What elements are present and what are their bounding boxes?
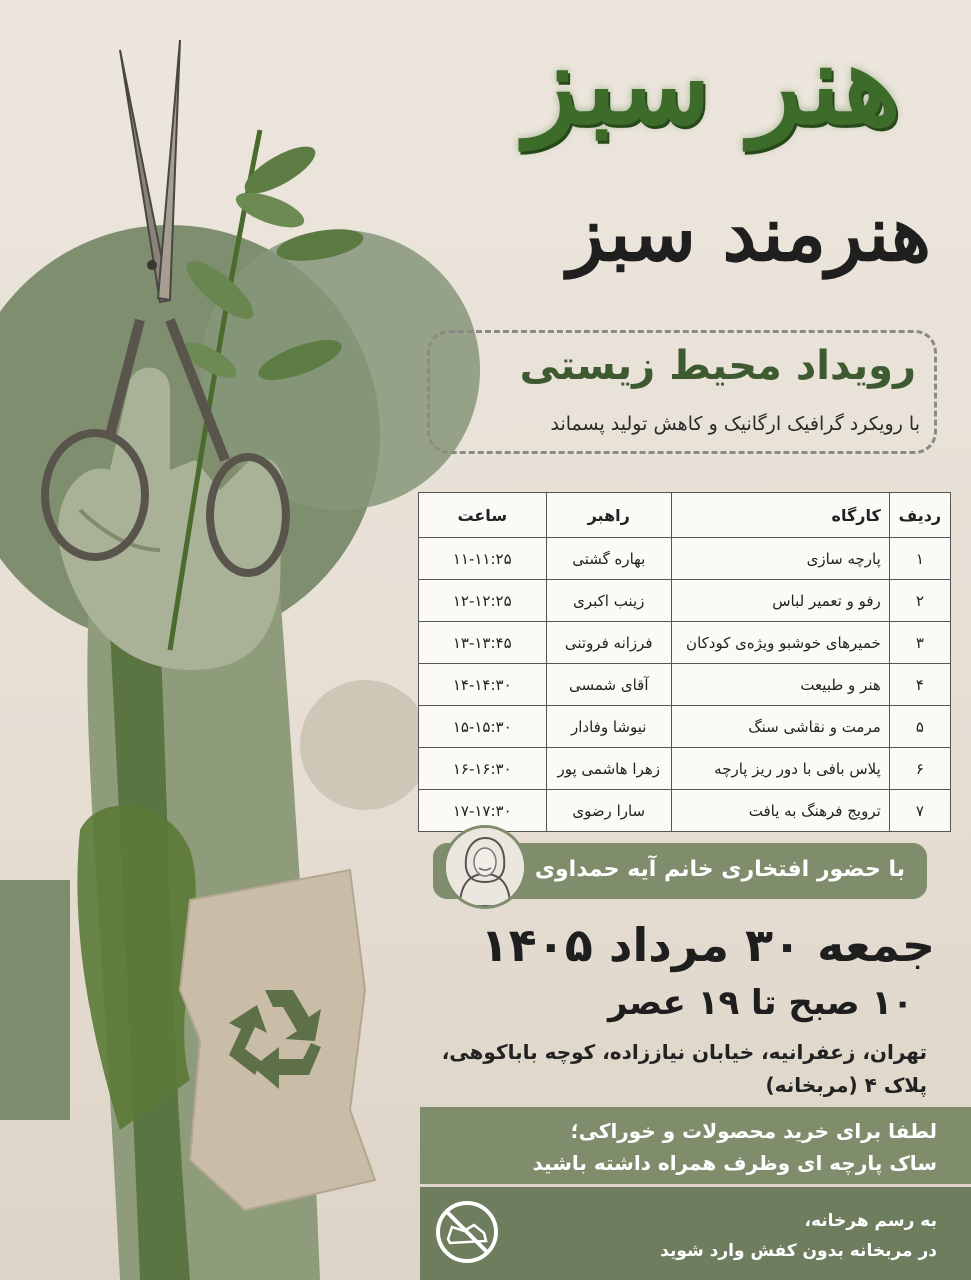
cell-time: ۱۶-۱۶:۳۰ bbox=[419, 748, 547, 790]
shoes-line1: به رسم هرخانه، bbox=[804, 1211, 937, 1231]
guest-portrait-icon bbox=[446, 828, 524, 906]
address-line2: پلاک ۴ (مربخانه) bbox=[765, 1073, 927, 1097]
cell-time: ۱۳-۱۳:۴۵ bbox=[419, 622, 547, 664]
schedule-table bbox=[418, 492, 951, 832]
cell-time: ۱۵-۱۵:۳۰ bbox=[419, 706, 547, 748]
notice-line2: ساک پارچه ای وظرف همراه داشته باشید bbox=[532, 1151, 937, 1175]
cell-leader: آقای شمسی bbox=[546, 664, 671, 706]
cell-workshop: مرمت و نقاشی سنگ bbox=[671, 706, 889, 748]
shoes-line2: در مربخانه بدون کفش وارد شوید bbox=[660, 1241, 937, 1261]
cell-row: ۶ bbox=[889, 748, 950, 790]
event-title: رویداد محیط زیستی bbox=[519, 343, 916, 389]
table-row bbox=[419, 622, 951, 664]
header-row: ردیف bbox=[889, 493, 950, 538]
event-date: جمعه ۳۰ مرداد ۱۴۰۵ bbox=[480, 918, 935, 972]
table-row bbox=[419, 706, 951, 748]
cell-workshop: پارچه سازی bbox=[671, 538, 889, 580]
cell-workshop: ترویج فرهنگ به یافت bbox=[671, 790, 889, 832]
cell-row: ۵ bbox=[889, 706, 950, 748]
cell-row: ۱ bbox=[889, 538, 950, 580]
guest-banner bbox=[433, 843, 927, 899]
cell-leader: زینب اکبری bbox=[546, 580, 671, 622]
table-row bbox=[419, 580, 951, 622]
table-row bbox=[419, 790, 951, 832]
table-row bbox=[419, 664, 951, 706]
cell-time: ۱۷-۱۷:۳۰ bbox=[419, 790, 547, 832]
cell-row: ۷ bbox=[889, 790, 950, 832]
cell-time: ۱۱-۱۱:۲۵ bbox=[419, 538, 547, 580]
notice-line1: لطفا برای خرید محصولات و خوراکی؛ bbox=[570, 1119, 937, 1143]
secondary-title: هنرمند سبز bbox=[567, 189, 931, 278]
event-box bbox=[427, 330, 937, 454]
shoes-box bbox=[420, 1187, 971, 1280]
cell-row: ۲ bbox=[889, 580, 950, 622]
cell-workshop: هنر و طبیعت bbox=[671, 664, 889, 706]
cell-time: ۱۲-۱۲:۲۵ bbox=[419, 580, 547, 622]
cell-time: ۱۴-۱۴:۳۰ bbox=[419, 664, 547, 706]
table-header-row bbox=[419, 493, 951, 538]
cell-row: ۴ bbox=[889, 664, 950, 706]
cell-workshop: پلاس بافی با دور ریز پارچه bbox=[671, 748, 889, 790]
cell-leader: زهرا هاشمی پور bbox=[546, 748, 671, 790]
main-title: هنر سبز bbox=[524, 20, 901, 149]
cell-leader: فرزانه فروتنی bbox=[546, 622, 671, 664]
address-line1: تهران، زعفرانیه، خیابان نیاززاده، کوچه باباکوهی، bbox=[441, 1040, 927, 1064]
event-subtitle: با رویکرد گرافیک ارگانیک و کاهش تولید پسماند bbox=[550, 413, 920, 435]
avatar bbox=[443, 825, 527, 909]
header-leader: راهبر bbox=[546, 493, 671, 538]
cell-leader: بهاره گشتی bbox=[546, 538, 671, 580]
notice-box bbox=[420, 1107, 971, 1184]
table-row bbox=[419, 748, 951, 790]
cell-row: ۳ bbox=[889, 622, 950, 664]
no-shoes-icon bbox=[434, 1199, 500, 1265]
cell-workshop: خمیرهای خوشبو ویژه‌ی کودکان bbox=[671, 622, 889, 664]
event-hours: ۱۰ صبح تا ۱۹ عصر bbox=[607, 983, 913, 1023]
header-workshop: کارگاه bbox=[671, 493, 889, 538]
hand-scissors-illustration bbox=[20, 30, 440, 1280]
cell-workshop: رفو و تعمیر لباس bbox=[671, 580, 889, 622]
table-row bbox=[419, 538, 951, 580]
guest-text: با حضور افتخاری خانم آیه حمداوی bbox=[534, 857, 905, 882]
cell-leader: نیوشا وفادار bbox=[546, 706, 671, 748]
cell-leader: سارا رضوی bbox=[546, 790, 671, 832]
header-time: ساعت bbox=[419, 493, 547, 538]
